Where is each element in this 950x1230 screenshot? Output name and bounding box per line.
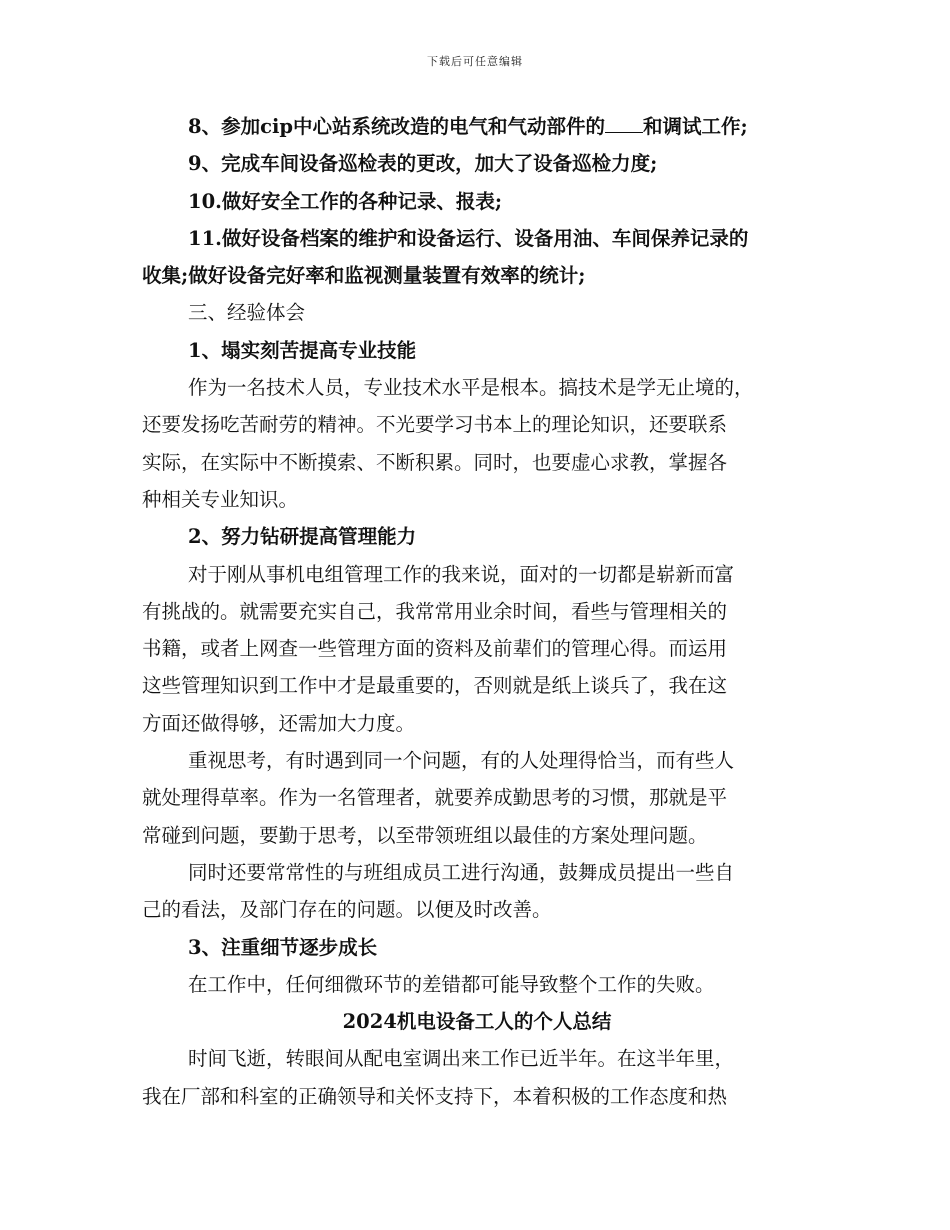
list-item-11: 11.做好设备档案的维护和设备运行、设备用油、车间保养记录的 — [188, 226, 749, 250]
paragraph-line: 还要发扬吃苦耐劳的精神。不光要学习书本上的理论知识，还要联系 — [142, 413, 728, 437]
paragraph-line: 常碰到问题，要勤于思考，以至带领班组以最佳的方案处理问题。 — [142, 823, 708, 847]
subheading-1: 1、塌实刻苦提高专业技能 — [188, 338, 417, 362]
paragraph-line: 这些管理知识到工作中才是最重要的，否则就是纸上谈兵了，我在这 — [142, 674, 728, 698]
section-heading: 三、经验体会 — [188, 301, 306, 325]
paragraph-line: 同时还要常常性的与班组成员工进行沟通，鼓舞成员提出一些自 — [188, 860, 735, 884]
paragraph-line: 书籍，或者上网查一些管理方面的资料及前辈们的管理心得。而运用 — [142, 637, 728, 661]
list-item-11-continued: 收集;做好设备完好率和监视测量装置有效率的统计; — [142, 264, 586, 288]
paragraph-line: 作为一名技术人员，专业技术水平是根本。搞技术是学无止境的， — [188, 376, 754, 400]
paragraph-line: 我在厂部和科室的正确领导和关怀支持下，本着积极的工作态度和热 — [142, 1084, 728, 1108]
paragraph-line: 对于刚从事机电组管理工作的我来说，面对的一切都是崭新而富 — [188, 562, 735, 586]
subheading-3: 3、注重细节逐步成长 — [188, 935, 378, 959]
list-item-9: 9、完成车间设备巡检表的更改，加大了设备巡检力度; — [188, 152, 658, 176]
document-body — [142, 108, 812, 1115]
paragraph-line: 有挑战的。就需要充实自己，我常常用业余时间，看些与管理相关的 — [142, 599, 728, 623]
subheading-2: 2、努力钻研提高管理能力 — [188, 525, 417, 549]
paragraph-line: 时间飞逝，转眼间从配电室调出来工作已近半年。在这半年里， — [188, 1047, 735, 1071]
list-item-10: 10.做好安全工作的各种记录、报表; — [188, 189, 503, 213]
fill-blank — [605, 114, 643, 133]
paragraph-line: 种相关专业知识。 — [142, 487, 299, 511]
page-header: 下载后可任意编辑 — [427, 55, 523, 68]
paragraph-line: 重视思考，有时遇到同一个问题，有的人处理得恰当，而有些人 — [188, 749, 735, 773]
document-title: 2024机电设备工人的个人总结 — [342, 1010, 612, 1034]
paragraph-line: 己的看法，及部门存在的问题。以便及时改善。 — [142, 898, 552, 922]
paragraph-line: 实际，在实际中不断摸索、不断积累。同时，也要虚心求教，掌握各 — [142, 450, 728, 474]
paragraph-line: 就处理得草率。作为一名管理者，就要养成勤思考的习惯，那就是平 — [142, 786, 728, 810]
paragraph-line: 在工作中，任何细微环节的差错都可能导致整个工作的失败。 — [188, 972, 715, 996]
paragraph-line: 方面还做得够，还需加大力度。 — [142, 711, 416, 735]
list-item-8: 8、参加cip中心站系统改造的电气和气动部件的 和调试工作; — [188, 115, 748, 138]
